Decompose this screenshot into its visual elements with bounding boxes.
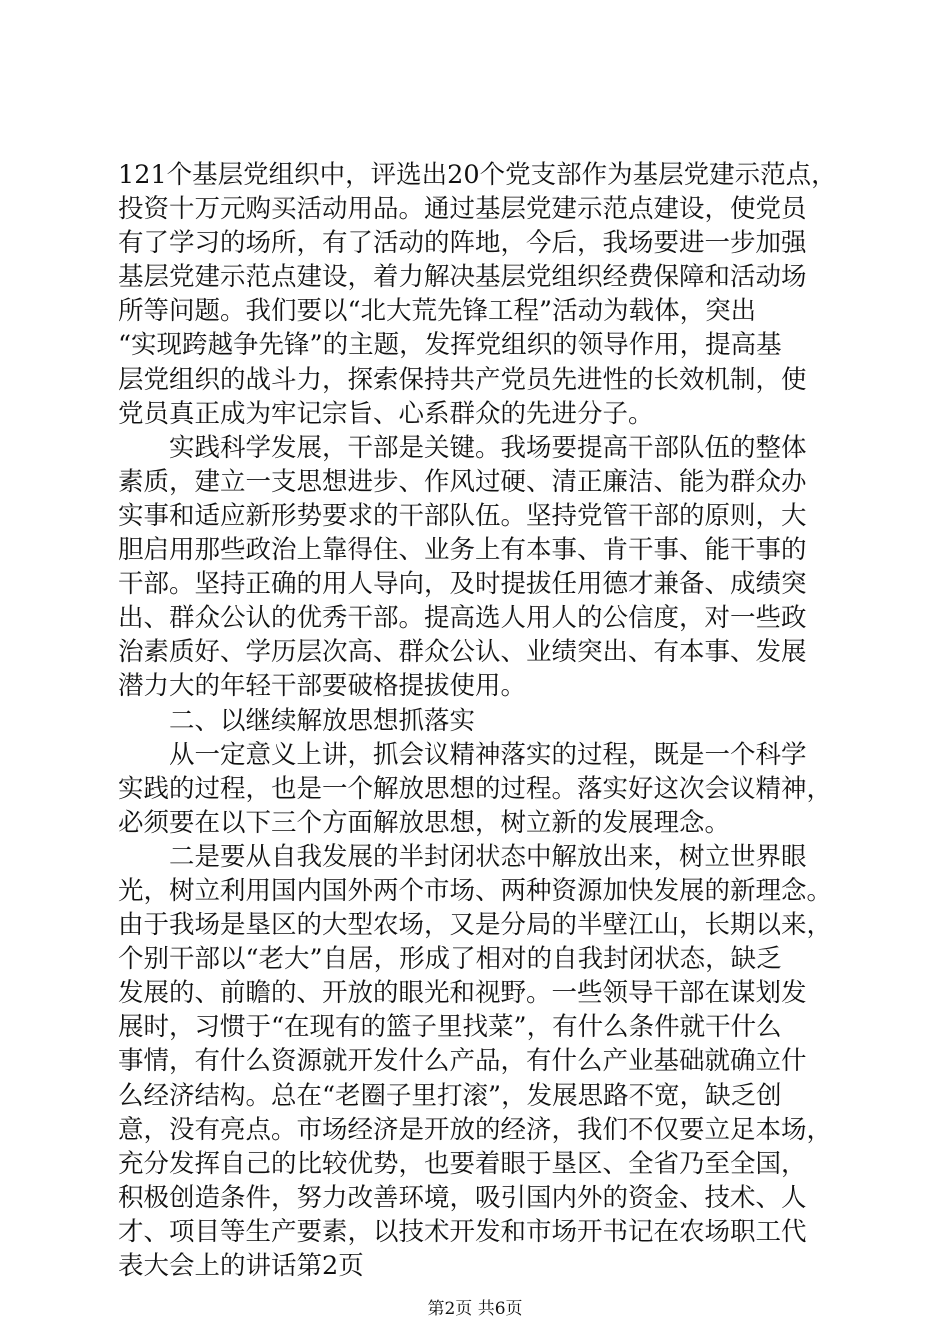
text-line: 基层党建示范点建设，着力解决基层党组织经费保障和活动场 (118, 262, 807, 293)
text-line: 二是要从自我发展的半封闭状态中解放出来，树立世界眼 (118, 841, 807, 872)
text-line: 投资十万元购买活动用品。通过基层党建示范点建设，使党员 (118, 194, 807, 225)
text-line: 才、项目等生产要素，以技术开发和市场开书记在农场职工代 (118, 1216, 807, 1247)
text-line: 积极创造条件，努力改善环境，吸引国内外的资金、技术、人 (118, 1182, 807, 1213)
text-line: 治素质好、学历层次高、群众公认、业绩突出、有本事、发展 (118, 637, 807, 668)
page-number-footer: 第2页 共6页 (427, 1299, 523, 1319)
text-line: 事情，有什么资源就开发什么产品，有什么产业基础就确立什 (118, 1046, 807, 1077)
document-body (118, 158, 836, 1283)
text-line: 胆启用那些政治上靠得住、业务上有本事、肯干事、能干事的 (118, 535, 807, 566)
text-line: 发展的、前瞻的、开放的眼光和视野。一些领导干部在谋划发 (118, 978, 807, 1009)
text-line: 由于我场是垦区的大型农场，又是分局的半壁江山，长期以来， (118, 910, 833, 941)
text-line: 光，树立利用国内国外两个市场、两种资源加快发展的新理念。 (118, 875, 833, 906)
text-line: 么经济结构。总在“老圈子里打滚”，发展思路不宽，缺乏创 (118, 1080, 782, 1111)
text-line: 充分发挥自己的比较优势，也要着眼于垦区、全省乃至全国， (118, 1148, 807, 1179)
text-line: 从一定意义上讲，抓会议精神落实的过程，既是一个科学 (118, 739, 807, 770)
text-line: 素质，建立一支思想进步、作风过硬、清正廉洁、能为群众办 (118, 466, 807, 497)
text-line: 所等问题。我们要以“北大荒先锋工程”活动为载体，突出 (118, 296, 757, 327)
text-line: 必须要在以下三个方面解放思想，树立新的发展理念。 (118, 807, 731, 838)
text-line: 展时，习惯于“在现有的篮子里找菜”，有什么条件就干什么 (118, 1012, 782, 1043)
text-line: 个别干部以“老大”自居，形成了相对的自我封闭状态，缺乏 (118, 944, 782, 975)
text-line: “实现跨越争先锋”的主题，发挥党组织的领导作用，提高基 (118, 330, 782, 361)
text-line: 实事和适应新形势要求的干部队伍。坚持党管干部的原则，大 (118, 500, 807, 531)
text-line: 实践科学发展，干部是关键。我场要提高干部队伍的整体 (118, 432, 807, 463)
text-line: 层党组织的战斗力，探索保持共产党员先进性的长效机制，使 (118, 364, 807, 395)
text-line: 出、群众公认的优秀干部。提高选人用人的公信度，对一些政 (118, 603, 807, 634)
section-heading: 二、以继续解放思想抓落实 (118, 705, 476, 736)
text-line: 表大会上的讲话第2页 (118, 1251, 364, 1281)
text-line: 实践的过程，也是一个解放思想的过程。落实好这次会议精神， (118, 773, 833, 804)
text-line: 意，没有亮点。市场经济是开放的经济，我们不仅要立足本场， (118, 1114, 833, 1145)
text-line: 干部。坚持正确的用人导向，及时提拔任用德才兼备、成绩突 (118, 569, 807, 600)
text-line: 121个基层党组织中，评选出20个党支部作为基层党建示范点， (118, 160, 837, 190)
text-line: 潜力大的年轻干部要破格提拔使用。 (118, 671, 527, 702)
text-line: 有了学习的场所，有了活动的阵地，今后，我场要进一步加强 (118, 228, 807, 259)
text-line: 党员真正成为牢记宗旨、心系群众的先进分子。 (118, 398, 654, 429)
